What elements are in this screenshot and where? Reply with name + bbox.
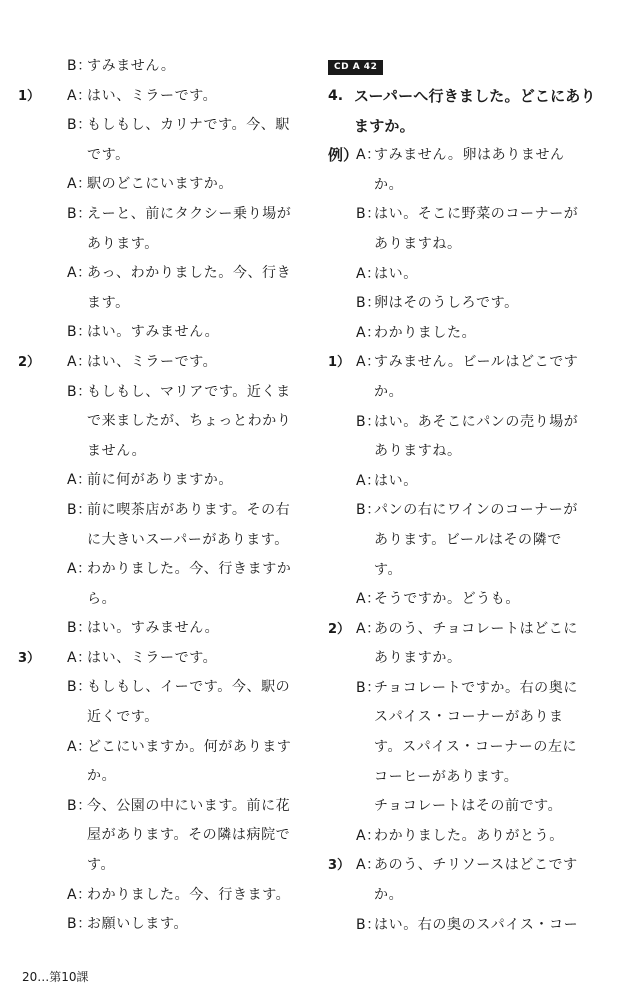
speaker-label: A： [67,176,92,193]
dialogue-line [328,230,628,260]
dialogue-text: えーと、前にタクシー乗り場が [87,205,292,222]
dialogue-text: はい、ミラーです。 [87,87,218,104]
dialogue-text: ありますね。 [374,235,462,252]
dialogue-line [328,171,628,201]
speaker-label: B： [67,501,92,518]
dialogue-text: すみません。卵はありません [374,147,565,164]
dialogue-line [18,82,310,112]
dialogue-text: か。 [374,887,404,904]
right-dialogue-lines [328,141,628,940]
dialogue-line [328,141,628,171]
dialogue-text: 卵はそのうしろです。 [374,295,519,312]
speaker-label: B： [67,205,92,222]
dialogue-text: はい、ミラーです。 [87,353,218,370]
dialogue-text: ら。 [87,590,117,607]
dialogue-line [328,822,628,852]
dialogue-text: どこにいますか。何があります [87,738,292,755]
item-number: 3） [328,858,351,874]
dialogue-text: で来ましたが、ちょっとわかり [87,413,292,430]
dialogue-text: はい。 [374,472,418,489]
dialogue-line [18,585,310,615]
speaker-label: A： [67,886,92,903]
speaker-label: A： [67,472,92,489]
dialogue-line [18,289,310,319]
dialogue-text: すみません。 [87,58,176,74]
dialogue-line [18,910,310,940]
dialogue-line [328,319,628,349]
dialogue-text: ありますね。 [374,443,462,460]
dialogue-line [328,585,628,615]
exercise-heading [328,82,628,112]
dialogue-text: はい。すみません。 [87,324,220,341]
dialogue-text: 今、公園の中にいます。前に花 [87,797,291,814]
dialogue-text: あります。 [87,235,159,252]
speaker-label: A： [67,649,92,666]
dialogue-line [18,733,310,763]
dialogue-text: もしもし、カリナです。今、駅 [87,117,290,134]
speaker-label: B： [67,383,92,400]
dialogue-line [18,200,310,230]
example-label: 例） [328,146,359,165]
speaker-label: A： [356,354,381,371]
dialogue-text: 前に何がありますか。 [87,472,233,489]
speaker-label: B： [356,679,381,696]
dialogue-text: スパイス・コーナーがありま [374,709,564,726]
dialogue-text: チョコレートですか。右の奥に [374,679,578,696]
dialogue-text: はい、ミラーです。 [87,649,218,666]
exercise-heading-line2: ますか。 [354,116,415,135]
speaker-label: B： [356,502,381,519]
speaker-label: A： [356,324,381,341]
dialogue-line [18,259,310,289]
dialogue-line [328,437,628,467]
dialogue-text: そうですか。どうも。 [374,591,520,608]
speaker-label: A： [67,87,92,104]
dialogue-line [18,881,310,911]
left-dialogue-column [18,52,310,940]
dialogue-text: すみません。ビールはどこです [374,354,579,371]
speaker-label: B： [356,413,381,430]
item-number: 2） [18,354,41,370]
dialogue-text: です。 [87,146,130,163]
dialogue-text: はい。右の奥のスパイス・コー [374,916,579,933]
dialogue-text: あっ、わかりました。今、行き [87,265,292,282]
speaker-label: B： [67,620,92,637]
dialogue-line [328,851,628,881]
dialogue-line [18,673,310,703]
dialogue-line [328,556,628,586]
speaker-label: A： [67,738,92,755]
speaker-label: A： [356,591,381,608]
dialogue-line [18,466,310,496]
dialogue-line [328,289,628,319]
dialogue-line [328,408,628,438]
dialogue-text: わかりました。ありがとう。 [374,827,564,844]
speaker-label: B： [67,58,92,74]
dialogue-text: ます。 [87,294,130,311]
dialogue-line [328,644,628,674]
dialogue-text: ありますか。 [374,650,462,667]
dialogue-line [328,200,628,230]
dialogue-text: チョコレートはその前です。 [374,798,563,815]
dialogue-text: か。 [87,768,117,785]
dialogue-text: か。 [374,176,404,193]
dialogue-text: わかりました。今、行きますか [87,561,292,578]
dialogue-text: 駅のどこにいますか。 [87,176,233,193]
dialogue-text: す。 [87,857,116,874]
dialogue-text: はい。 [374,265,418,282]
dialogue-line [18,614,310,644]
speaker-label: B： [356,916,381,933]
speaker-label: A： [67,561,92,578]
dialogue-line [18,703,310,733]
dialogue-line [18,496,310,526]
speaker-label: A： [356,827,381,844]
dialogue-line [18,407,310,437]
speaker-label: B： [356,206,381,223]
speaker-label: A： [67,265,92,282]
dialogue-line [328,733,628,763]
dialogue-line [18,851,310,881]
dialogue-line [18,230,310,260]
dialogue-text: もしもし、イーです。今、駅の [87,679,291,696]
dialogue-text: あります。ビールはその隣で [374,531,562,548]
speaker-label: A： [356,620,381,637]
dialogue-line [18,526,310,556]
dialogue-line [328,911,628,941]
dialogue-text: わかりました。今、行きます。 [87,886,291,903]
speaker-label: A： [356,857,381,874]
speaker-label: B： [67,117,92,134]
dialogue-text: はい。あそこにパンの売り場が [374,413,579,430]
item-number: 1） [18,88,41,104]
right-dialogue-column [328,82,628,940]
dialogue-line [328,378,628,408]
dialogue-text: はい。そこに野菜のコーナーが [374,206,579,223]
dialogue-line [18,52,310,82]
dialogue-line [18,555,310,585]
dialogue-text: 屋があります。その隣は病院で [87,827,291,844]
dialogue-line [328,496,628,526]
dialogue-line [18,644,310,674]
dialogue-text: す。スパイス・コーナーの左に [374,739,578,756]
exercise-heading-cont [328,112,628,142]
dialogue-line [328,467,628,497]
dialogue-line [18,318,310,348]
dialogue-text: 前に喫茶店があります。その右 [87,501,291,518]
dialogue-line [18,762,310,792]
dialogue-text: あのう、チリソースはどこです [374,857,578,874]
speaker-label: B： [356,295,381,312]
speaker-label: B： [67,679,92,696]
dialogue-line [328,792,628,822]
dialogue-line [18,170,310,200]
dialogue-line [328,703,628,733]
cd-track-badge: CD A 42 [328,60,383,75]
speaker-label: B： [67,916,92,933]
dialogue-text: あのう、チョコレートはどこに [374,620,578,637]
page-footer: 20…第10課 [22,970,89,984]
item-number: 1） [328,355,351,371]
dialogue-line [328,615,628,645]
dialogue-line [328,674,628,704]
dialogue-line [328,260,628,290]
dialogue-text: パンの右にワインのコーナーが [374,502,578,519]
dialogue-text: コーヒーがあります。 [374,768,519,785]
dialogue-line [18,821,310,851]
speaker-label: A： [356,472,381,489]
dialogue-text: はい。すみません。 [87,620,220,637]
dialogue-line [18,111,310,141]
dialogue-line [328,763,628,793]
speaker-label: B： [67,797,92,814]
dialogue-line [328,881,628,911]
dialogue-line [328,348,628,378]
dialogue-text: わかりました。 [374,324,477,341]
dialogue-text: に大きいスーパーがあります。 [87,531,289,548]
dialogue-line [328,526,628,556]
dialogue-text: す。 [374,561,403,578]
dialogue-text: もしもし、マリアです。近くま [87,383,291,400]
dialogue-line [18,378,310,408]
speaker-label: B： [67,324,92,341]
dialogue-text: 近くです。 [87,709,159,726]
exercise-heading-line1: スーパーへ行きました。どこにあり [354,87,596,105]
dialogue-line [18,792,310,822]
dialogue-line [18,141,310,171]
speaker-label: A： [356,265,381,282]
exercise-number: 4. [328,88,344,104]
item-number: 2） [328,621,351,637]
dialogue-text: お願いします。 [87,916,189,933]
dialogue-line [18,437,310,467]
item-number: 3） [18,650,41,666]
dialogue-line [18,348,310,378]
dialogue-text: か。 [374,383,404,400]
speaker-label: A： [67,353,92,370]
dialogue-text: ません。 [87,442,147,459]
speaker-label: A： [356,147,381,164]
